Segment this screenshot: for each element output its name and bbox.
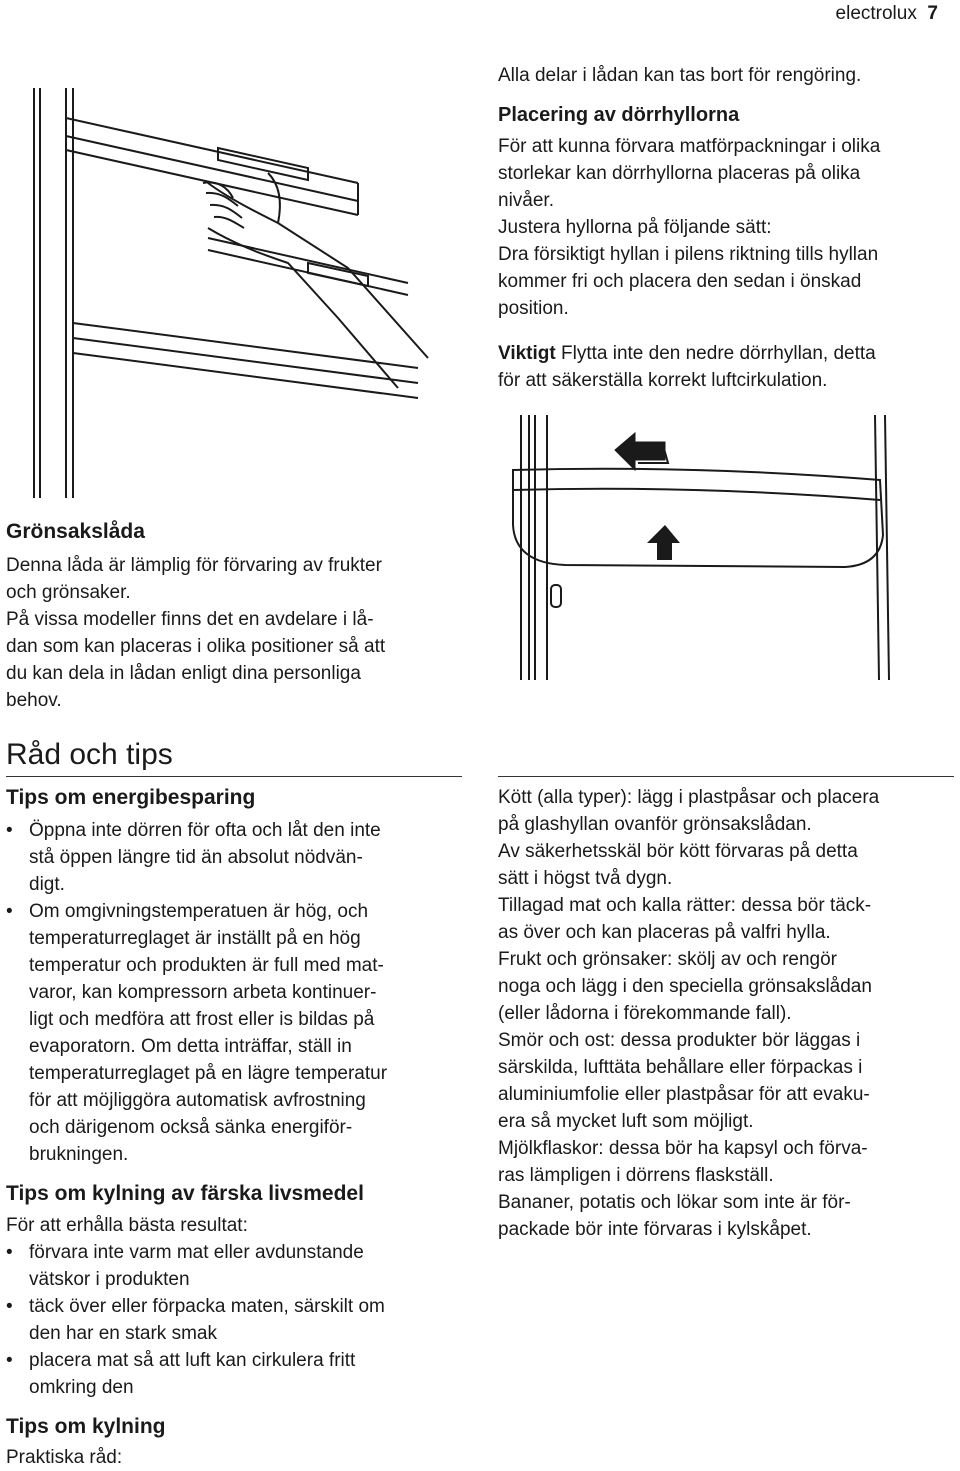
text-line: brukningen. xyxy=(29,1144,129,1165)
door-shelf-illustration xyxy=(505,415,945,685)
text-line: aluminiumfolie eller plastpåsar för att evaku- xyxy=(498,1084,870,1105)
text-line: För att kunna förvara matförpackningar i olika xyxy=(498,136,881,157)
brand-name: electrolux xyxy=(835,3,917,24)
text-line: Bananer, potatis och lökar som inte är för- xyxy=(498,1192,851,1213)
text-line: • placera mat så att luft kan cirkulera fritt xyxy=(29,1350,356,1371)
text-line: Mjölkflaskor: dessa bör ha kapsyl och förva- xyxy=(498,1138,868,1159)
text-line: Denna låda är lämplig för förvaring av frukter xyxy=(6,555,382,576)
text-line: stå öppen längre tid än absolut nödvän- xyxy=(29,847,363,868)
list-item xyxy=(6,1293,476,1347)
text-line: för att möjliggöra automatisk avfrostning xyxy=(29,1090,366,1111)
fresh-food-intro: För att erhålla bästa resultat: xyxy=(6,1215,248,1236)
text-line: Justera hyllorna på följande sätt: xyxy=(498,217,772,238)
text-line: varor, kan kompressorn arbeta kontinuer- xyxy=(29,982,377,1003)
text-line: nivåer. xyxy=(498,190,554,211)
list-item xyxy=(6,1239,476,1293)
text-line: • förvara inte varm mat eller avdunstande xyxy=(29,1242,364,1263)
text-line: dan som kan placeras i olika positioner så att xyxy=(6,636,386,657)
text-line: (eller lådorna i förekommande fall). xyxy=(498,1003,792,1024)
text-line: omkring den xyxy=(29,1377,134,1398)
shelf-hand-illustration xyxy=(28,88,458,508)
text-line: Dra försiktigt hyllan i pilens riktning tills hyllan xyxy=(498,244,879,265)
list-item xyxy=(6,1347,476,1401)
practical-advice-text xyxy=(498,784,958,1243)
text-line: • täck över eller förpacka maten, särskilt om xyxy=(29,1296,385,1317)
text-line: temperaturreglaget på en lägre temperatur xyxy=(29,1063,388,1084)
text-line: och grönsaker. xyxy=(6,582,131,603)
text-line: Av säkerhetsskäl bör kött förvaras på detta xyxy=(498,841,858,862)
fresh-food-tips-heading: Tips om kylning av färska livsmedel xyxy=(6,1182,364,1205)
text-line: Frukt och grönsaker: skölj av och rengör xyxy=(498,949,837,970)
important-note xyxy=(498,340,958,394)
text-line: behov. xyxy=(6,690,62,711)
crisper-heading: Grönsakslåda xyxy=(6,520,145,543)
text-line: digt. xyxy=(29,874,65,895)
text-line: storlekar kan dörrhyllorna placeras på olika xyxy=(498,163,861,184)
fresh-food-tips-list xyxy=(6,1239,476,1401)
text-line: Smör och ost: dessa produkter bör läggas i xyxy=(498,1030,861,1051)
text-line: Tillagad mat och kalla rätter: dessa bör täck- xyxy=(498,895,872,916)
text-line: På vissa modeller finns det en avdelare i lå- xyxy=(6,609,374,630)
text-line: position. xyxy=(498,298,569,319)
text-line: sätt i högst två dygn. xyxy=(498,868,673,889)
text-line: ras lämpligen i dörrens flaskställ. xyxy=(498,1165,774,1186)
list-item xyxy=(6,817,476,898)
text-line: på glashyllan ovanför grönsakslådan. xyxy=(498,814,812,835)
text-line: ligt och medföra att frost eller is bildas på xyxy=(29,1009,375,1030)
tips-heading: Råd och tips xyxy=(6,738,173,771)
text-line: packade bör inte förvaras i kylskåpet. xyxy=(498,1219,812,1240)
page-header xyxy=(836,0,938,27)
text-line: kommer fri och placera den sedan i önskad xyxy=(498,271,862,292)
text-line: den har en stark smak xyxy=(29,1323,217,1344)
text-line: • Öppna inte dörren för ofta och låt den inte xyxy=(29,820,381,841)
text-line: Kött (alla typer): lägg i plastpåsar och placera xyxy=(498,787,880,808)
door-shelves-heading: Placering av dörrhyllorna xyxy=(498,104,740,126)
cooling-tips-intro: Praktiska råd: xyxy=(6,1447,123,1468)
text-line: as över och kan placeras på valfri hylla. xyxy=(498,922,831,943)
energy-tips-list xyxy=(6,817,476,1168)
list-item xyxy=(6,898,476,1168)
section-divider-left xyxy=(6,776,462,777)
text-line: särskilda, lufttäta behållare eller förpackas i xyxy=(498,1057,863,1078)
important-text-2: för att säkerställa korrekt luftcirkulation. xyxy=(498,370,828,391)
section-divider-right xyxy=(498,776,954,777)
energy-tips-heading: Tips om energibesparing xyxy=(6,786,256,809)
text-line: och därigenom också sänka energiför- xyxy=(29,1117,353,1138)
text-line: temperaturreglaget är inställt på en hög xyxy=(29,928,361,949)
cooling-tips-heading: Tips om kylning xyxy=(6,1415,166,1438)
text-line: evaporatorn. Om detta inträffar, ställ in xyxy=(29,1036,352,1057)
text-line: du kan dela in lådan enligt dina personliga xyxy=(6,663,361,684)
crisper-text xyxy=(6,552,476,714)
important-label: Viktigt xyxy=(498,343,556,364)
text-line: temperatur och produkten är full med mat- xyxy=(29,955,384,976)
important-text-1: Flytta inte den nedre dörrhyllan, detta xyxy=(555,343,876,364)
text-line: vätskor i produkten xyxy=(29,1269,190,1290)
text-line: noga och lägg i den speciella grönsakslådan xyxy=(498,976,872,997)
parts-removable-note: Alla delar i lådan kan tas bort för rengöring. xyxy=(498,65,862,86)
page-number: 7 xyxy=(927,3,938,24)
door-shelves-text xyxy=(498,133,958,322)
text-line: • Om omgivningstemperatuen är hög, och xyxy=(29,901,369,922)
text-line: era så mycket luft som möjligt. xyxy=(498,1111,754,1132)
